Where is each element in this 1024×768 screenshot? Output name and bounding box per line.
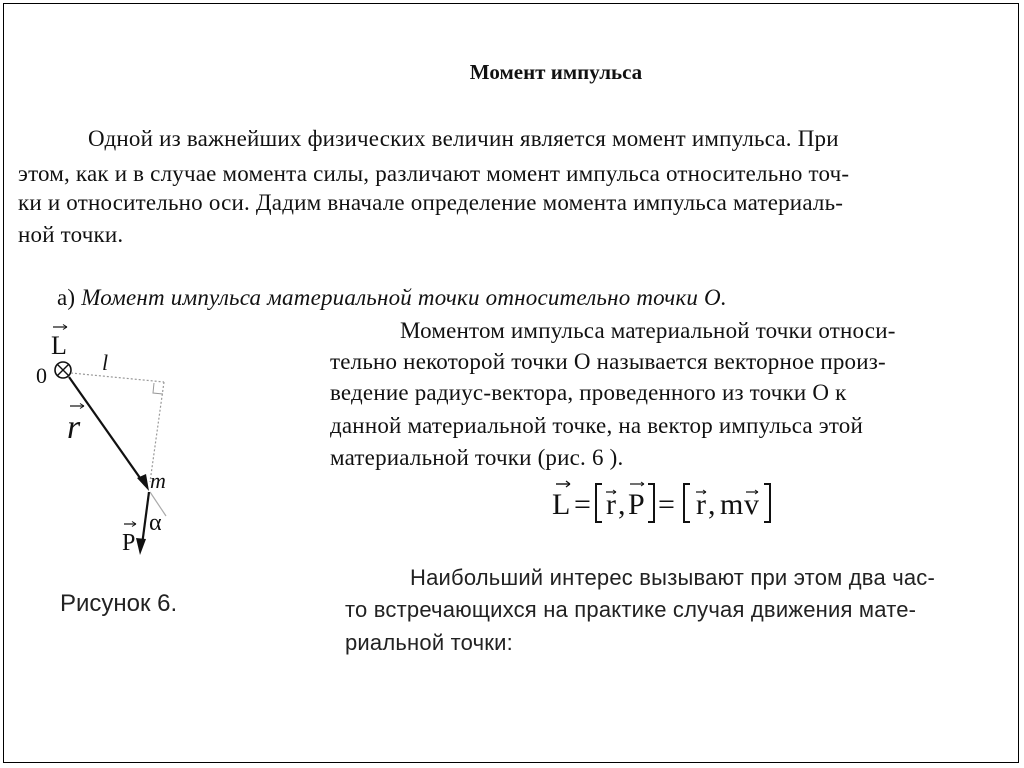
formula-P: P (628, 488, 645, 521)
formula-r-2: r (696, 488, 706, 521)
angular-momentum-formula (548, 478, 808, 528)
intro-line-2: этом, как и в случае момента силы, различают момент импульса относительно точ- (18, 161, 850, 186)
figure-label-L: L (51, 331, 67, 360)
intro-line-4: ной точки. (18, 222, 124, 247)
definition-line-1: Моментом импульса материальной точки относи- (400, 318, 896, 343)
formula-m: m (720, 488, 744, 521)
figure-label-alpha: α (149, 510, 162, 536)
formula-comma-2: , (708, 488, 716, 521)
closing-line-3: риальной точки: (345, 630, 513, 655)
formula-eq-1: = (574, 488, 591, 521)
definition-line-5: материальной точки (рис. 6 ). (330, 445, 624, 470)
figure-label-m: m (150, 468, 166, 493)
formula-r-1: r (606, 488, 616, 521)
formula-comma-1: , (618, 488, 626, 521)
section-a-marker: а) (57, 285, 76, 310)
section-a-title: Момент импульса материальной точки относительно точки О. (81, 285, 727, 310)
figure-6-diagram (30, 320, 210, 560)
figure-label-r: r (67, 409, 81, 446)
formula-L: L (552, 488, 571, 521)
closing-line-1: Наибольший интерес вызывают при этом два час- (410, 565, 936, 590)
figure-caption: Рисунок 6. (60, 590, 178, 617)
definition-line-3: ведение радиус-вектора, проведенного из точки О к (330, 380, 847, 405)
intro-line-3: ки и относительно оси. Дадим вначале определение момента импульса материаль- (18, 190, 844, 215)
formula-v: v (744, 488, 759, 521)
page-title: Момент импульса (469, 60, 643, 84)
intro-line-1: Одной из важнейших физических величин является момент импульса. При (88, 126, 839, 151)
closing-line-2: то встречающихся на практике случая движения мате- (345, 597, 917, 622)
definition-line-2: тельно некоторой точки О называется векторное произ- (330, 349, 886, 374)
figure-label-O: 0 (36, 363, 47, 388)
figure-label-P: P (122, 530, 136, 556)
formula-eq-2: = (658, 488, 675, 521)
figure-label-l: l (102, 350, 109, 375)
definition-line-4: данной материальной точке, на вектор импульса этой (330, 413, 864, 438)
section-a-heading (57, 285, 727, 311)
